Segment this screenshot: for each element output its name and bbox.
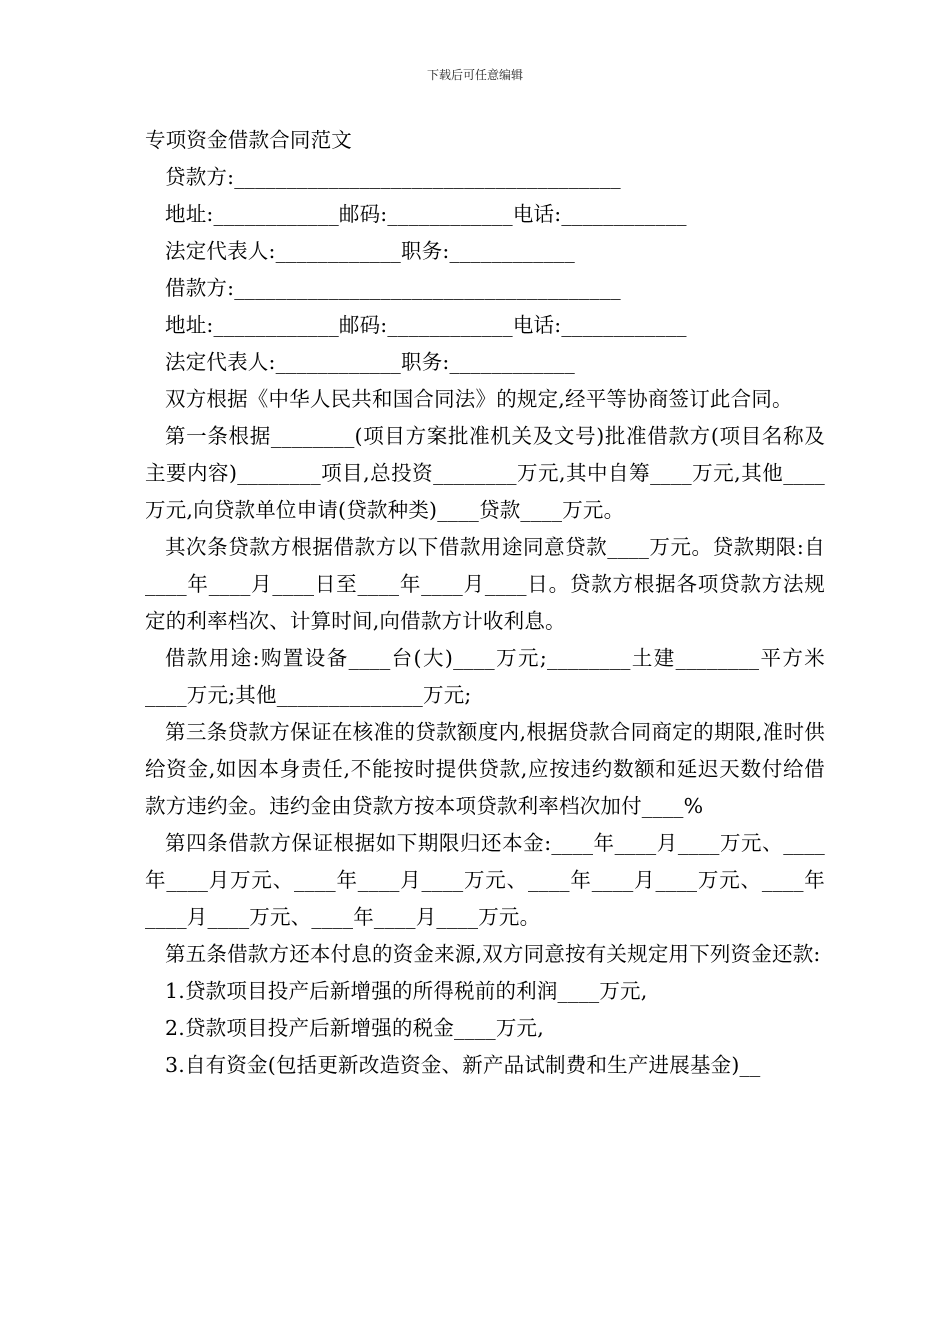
borrower-field: 借款方:_____________________________________ <box>165 276 621 300</box>
document-body <box>145 122 825 1084</box>
loan-use-paragraph: 借款用途:购置设备____台(大)____万元;________土建________平方米____万元;其他______________万元; <box>145 646 825 707</box>
repayment-item-3: 3.自有资金(包括更新改造资金、新产品试制费和生产进展基金)__ <box>165 1053 761 1077</box>
document-title: 专项资金借款合同范文 <box>145 128 352 152</box>
article-1-paragraph: 第一条根据________(项目方案批准机关及文号)批准借款方(项目名称及主要内容)________项目,总投资________万元,其中自筹____万元,其他____万元,向贷款单位申请(贷款种类)____贷款____万元。 <box>145 424 825 522</box>
repayment-item-2: 2.贷款项目投产后新增强的税金____万元, <box>165 1016 544 1040</box>
article-4-paragraph: 第四条借款方保证根据如下期限归还本金:____年____月____万元、____年____月万元、____年____月____万元、____年____月____万元、____年____月____万元、____年____月____万元。 <box>145 831 825 929</box>
borrower-address-field: 地址:____________邮码:____________电话:____________ <box>165 313 687 337</box>
repayment-item-1: 1.贷款项目投产后新增强的所得税前的利润____万元, <box>165 979 648 1003</box>
header-note: 下载后可任意编辑 <box>426 68 523 82</box>
preamble-paragraph: 双方根据《中华人民共和国合同法》的规定,经平等协商签订此合同。 <box>165 387 793 411</box>
lender-address-field: 地址:____________邮码:____________电话:____________ <box>165 202 687 226</box>
article-2-paragraph: 其次条贷款方根据借款方以下借款用途同意贷款____万元。贷款期限:自____年____月____日至____年____月____日。贷款方根据各项贷款方法规定的利率档次、计算时间,向借款方计收利息。 <box>145 535 825 633</box>
borrower-representative-field: 法定代表人:____________职务:____________ <box>165 350 575 374</box>
article-5-paragraph: 第五条借款方还本付息的资金来源,双方同意按有关规定用下列资金还款: <box>165 942 821 966</box>
lender-representative-field: 法定代表人:____________职务:____________ <box>165 239 575 263</box>
article-3-paragraph: 第三条贷款方保证在核准的贷款额度内,根据贷款合同商定的期限,准时供给资金,如因本身责任,不能按时提供贷款,应按违约数额和延迟天数付给借款方违约金。违约金由贷款方按本项贷款利率档次加付____% <box>145 720 825 818</box>
lender-field: 贷款方:_____________________________________ <box>165 165 621 189</box>
